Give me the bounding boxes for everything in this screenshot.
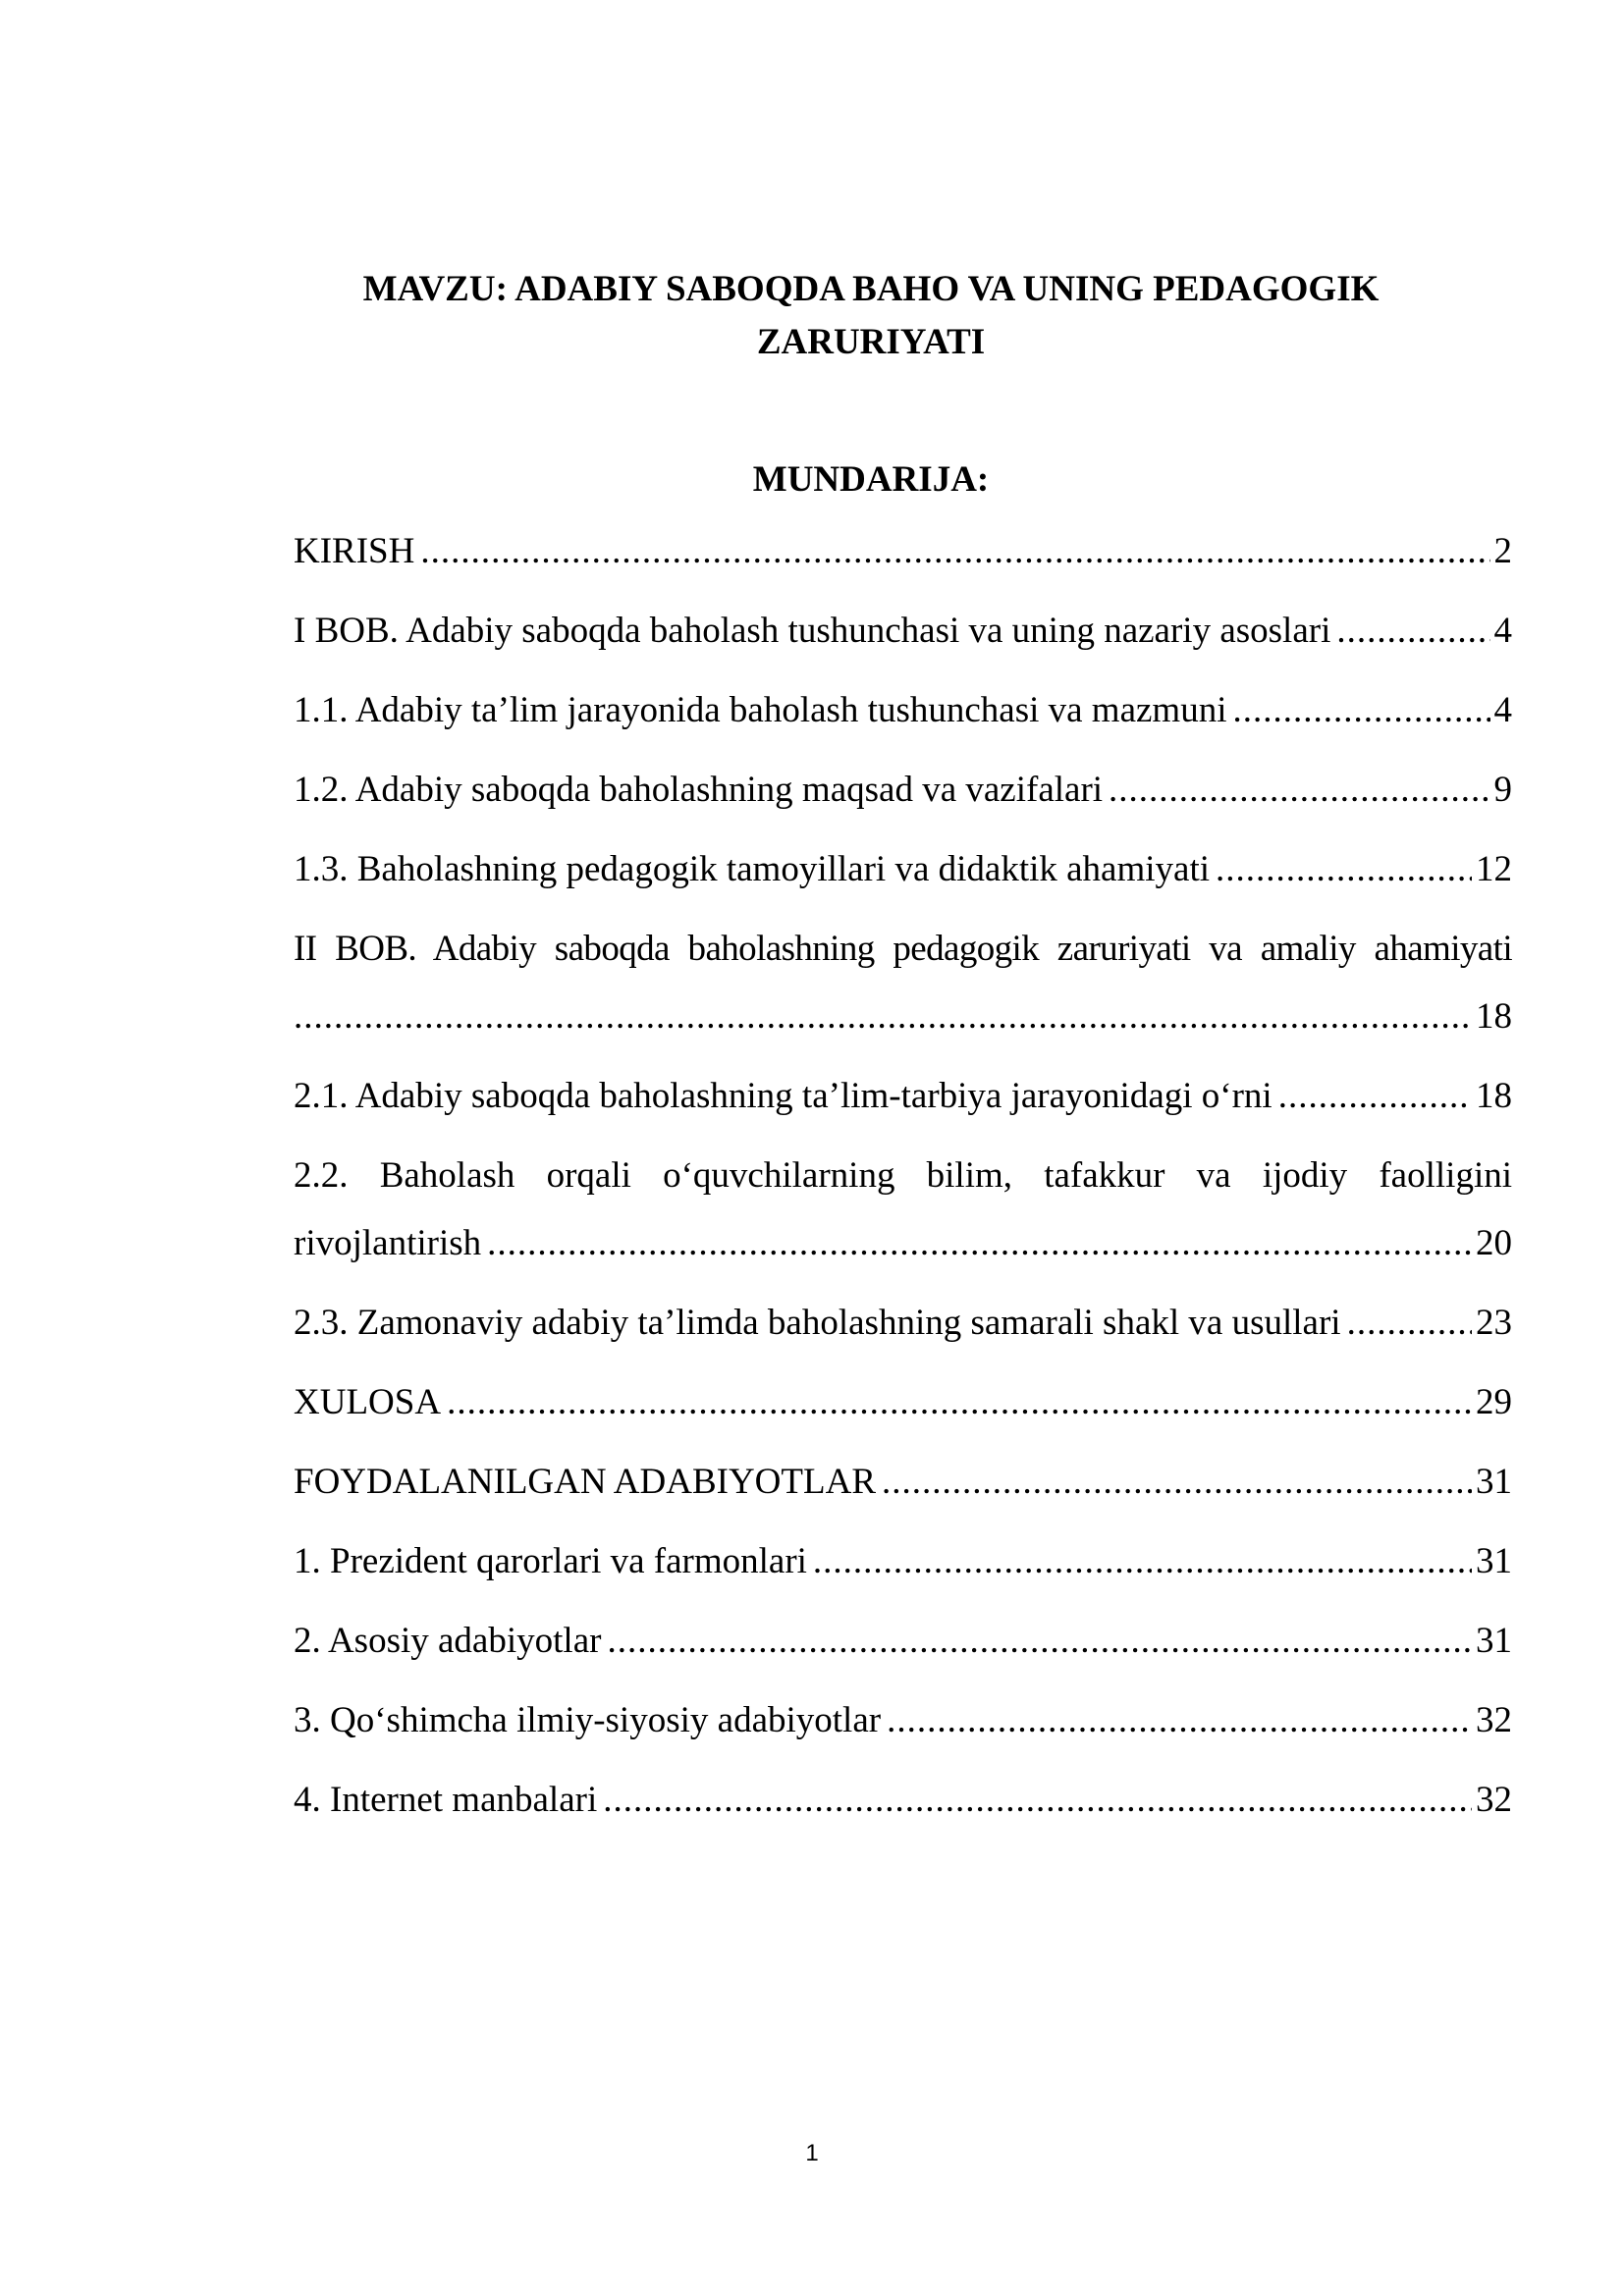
- dot-leader: [1336, 597, 1489, 665]
- dot-leader: [1232, 676, 1489, 744]
- toc-page-number: 31: [1476, 1541, 1512, 1581]
- toc-entry-references-3[interactable]: [294, 1686, 1512, 1754]
- page-number: 1: [805, 2140, 819, 2166]
- toc-entry-text: XULOSA: [294, 1382, 442, 1422]
- toc-page-number: 2: [1493, 531, 1512, 571]
- toc-entry-text: 3. Qo‘shimcha ilmiy-siyosiy adabiyotlar: [294, 1700, 882, 1740]
- toc-entry-2-3[interactable]: [294, 1289, 1512, 1357]
- toc-entry-text: 2. Asosiy adabiyotlar: [294, 1621, 602, 1661]
- dot-leader: [1278, 1062, 1472, 1130]
- toc-entry-text: 4. Internet manbalari: [294, 1780, 598, 1820]
- dot-leader: [487, 1209, 1472, 1277]
- dot-leader: [1109, 756, 1489, 824]
- toc-entry-text: 1.3. Baholashning pedagogik tamoyillari va didaktik ahamiyati: [294, 849, 1211, 889]
- dot-leader: [447, 1368, 1472, 1436]
- toc-entry-chapter-1[interactable]: [294, 597, 1512, 665]
- toc-entry-2-1[interactable]: [294, 1062, 1512, 1130]
- toc-page-number: 20: [1476, 1223, 1512, 1263]
- toc-entry-1-2[interactable]: [294, 756, 1512, 824]
- toc-page-number: 18: [1476, 996, 1512, 1037]
- toc-page-number: 32: [1476, 1700, 1512, 1740]
- toc-entry-text: FOYDALANILGAN ADABIYOTLAR: [294, 1462, 876, 1502]
- toc-entry-chapter-2[interactable]: [294, 915, 1512, 1050]
- toc-page-number: 4: [1493, 611, 1512, 651]
- toc-entry-text-line-1: 2.2. Baholash orqali o‘quvchilarning bilim, tafakkur va ijodiy faolligini: [294, 1155, 1512, 1196]
- toc-entry-text: I BOB. Adabiy saboqda baholash tushunchasi va uning nazariy asoslari: [294, 611, 1331, 651]
- toc-heading: MUNDARIJA:: [752, 459, 990, 500]
- title-line-2: ZARURIYATI: [756, 322, 986, 362]
- toc-entry-references-1[interactable]: [294, 1527, 1512, 1595]
- dot-leader: [813, 1527, 1472, 1595]
- toc-entry-1-3[interactable]: [294, 835, 1512, 903]
- toc-entry-text: 2.1. Adabiy saboqda baholashning ta’lim-tarbiya jarayonidagi o‘rni: [294, 1076, 1272, 1116]
- toc-entry-text: 2.3. Zamonaviy adabiy ta’limda baholashning samarali shakl va usullari: [294, 1303, 1341, 1343]
- toc-entry-text: 1. Prezident qarorlari va farmonlari: [294, 1541, 807, 1581]
- toc-page-number: 31: [1476, 1621, 1512, 1661]
- toc-entry-text: KIRISH: [294, 531, 415, 571]
- table-of-contents: [294, 517, 1512, 1845]
- toc-entry-references-2[interactable]: [294, 1607, 1512, 1675]
- dot-leader: [882, 1448, 1472, 1516]
- toc-page-number: 4: [1493, 690, 1512, 730]
- dot-leader: [607, 1607, 1472, 1675]
- toc-entry-text: 1.2. Adabiy saboqda baholashning maqsad va vazifalari: [294, 770, 1104, 810]
- toc-page-number: 32: [1476, 1780, 1512, 1820]
- toc-page-number: 31: [1476, 1462, 1512, 1502]
- dot-leader: [1216, 835, 1472, 903]
- toc-entry-references-4[interactable]: [294, 1766, 1512, 1834]
- dot-leader: [887, 1686, 1472, 1754]
- toc-page-number: 12: [1476, 849, 1512, 889]
- dot-leader: [294, 983, 1472, 1050]
- toc-entry-2-2[interactable]: [294, 1142, 1512, 1277]
- toc-page-number: 18: [1476, 1076, 1512, 1116]
- dot-leader: [603, 1766, 1472, 1834]
- title-line-1: MAVZU: ADABIY SABOQDA BAHO VA UNING PEDAGOGIK: [362, 269, 1380, 309]
- toc-page-number: 9: [1493, 770, 1512, 810]
- toc-entry-xulosa[interactable]: [294, 1368, 1512, 1436]
- toc-page-number: 29: [1476, 1382, 1512, 1422]
- toc-page-number: 23: [1476, 1303, 1512, 1343]
- toc-entry-references[interactable]: [294, 1448, 1512, 1516]
- toc-entry-text: rivojlantirish: [294, 1223, 482, 1263]
- toc-entry-kirish[interactable]: [294, 517, 1512, 585]
- dot-leader: [420, 517, 1489, 585]
- toc-entry-text-line-1: II BOB. Adabiy saboqda baholashning pedagogik zaruriyati va amaliy ahamiyati: [294, 929, 1512, 969]
- toc-entry-1-1[interactable]: [294, 676, 1512, 744]
- dot-leader: [1347, 1289, 1472, 1357]
- document-title: [295, 263, 1447, 369]
- toc-entry-text: 1.1. Adabiy ta’lim jarayonida baholash tushunchasi va mazmuni: [294, 690, 1227, 730]
